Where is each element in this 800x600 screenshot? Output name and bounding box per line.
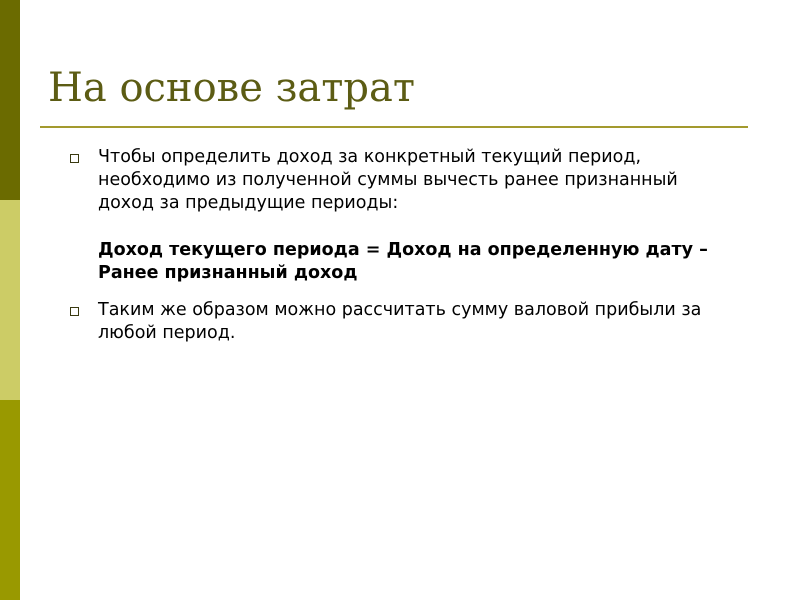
title-underline-divider — [40, 126, 748, 128]
left-accent-stripe-top — [0, 0, 20, 200]
revenue-formula: Доход текущего периода = Доход на определенную дату – Ранее признанный доход — [98, 240, 708, 283]
left-accent-stripe-bottom — [0, 400, 20, 600]
hollow-square-bullet-icon — [70, 307, 79, 316]
hollow-square-bullet-icon — [70, 154, 79, 163]
left-accent-stripe-middle — [0, 200, 20, 400]
bullet-list — [68, 146, 728, 345]
bullet-item-current-period — [68, 146, 728, 285]
bullet-item-gross-profit — [68, 299, 728, 345]
bullet-text: Чтобы определить доход за конкретный текущий период, необходимо из полученной суммы вычесть ранее признанный доход за предыдущие периоды: — [98, 147, 678, 213]
bullet-text: Таким же образом можно рассчитать сумму валовой прибыли за любой период. — [98, 300, 702, 343]
slide-title: На основе затрат — [48, 65, 415, 111]
